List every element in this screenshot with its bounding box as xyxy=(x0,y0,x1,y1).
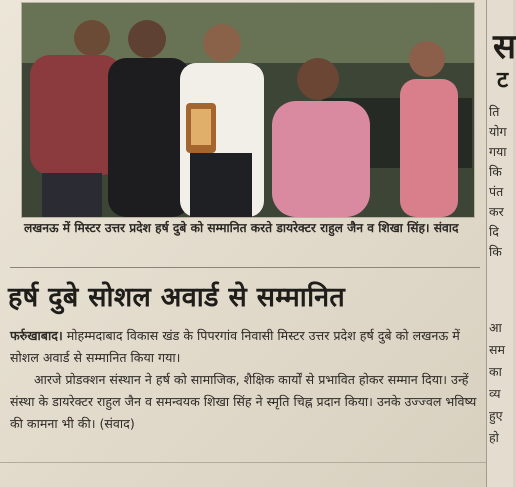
article-paragraph-1 xyxy=(10,325,478,369)
adjacent-subhead-fragment: ट xyxy=(497,68,509,93)
article-paragraph-1-text: मोहम्मदाबाद विकास खंड के पिपरगांव निवासी मिस्टर उत्तर प्रदेश हर्ष दुबे को लखनऊ में सोशल अवार्ड से सम्मानित किया गया। xyxy=(10,328,460,365)
adjacent-headline-fragment: स xyxy=(493,27,516,67)
photo-caption: लखनऊ में मिस्टर उत्तर प्रदेश हर्ष दुबे को सम्मानित करते डायरेक्टर राहुल जैन व शिखा सिंह। संवाद xyxy=(24,221,459,235)
trophy xyxy=(186,103,216,153)
section-divider xyxy=(10,267,480,268)
adjacent-line: कि xyxy=(489,244,502,259)
article-headline: हर्ष दुबे सोशल अवार्ड से सम्मानित xyxy=(8,282,346,313)
adjacent-line: कर xyxy=(489,204,504,219)
adjacent-column xyxy=(486,0,516,487)
adjacent-line: का xyxy=(489,364,502,379)
adjacent-line: सम xyxy=(489,342,505,357)
article-dateline: फर्रुखाबाद। xyxy=(10,328,63,343)
award-photo xyxy=(22,3,474,217)
adjacent-line: पंत xyxy=(489,184,504,199)
adjacent-line: ति xyxy=(489,104,500,119)
article-paragraph-2: आरजे प्रोडक्शन संस्थान ने हर्ष को सामाजिक, शैक्षिक कार्यों से प्रभावित होकर सम्मान दिया। उन्हें संस्था के डायरेक्टर राहुल जैन व समन्वयक शिखा सिंह ने स्मृति चिह्न प्रदान किया। उनके उज्ज्वल भविष्य की कामना भी की। (संवाद) xyxy=(10,372,477,431)
adjacent-line: गया xyxy=(489,144,507,159)
adjacent-line: आ xyxy=(489,320,502,335)
article-body xyxy=(10,325,478,435)
adjacent-line: कि xyxy=(489,164,502,179)
adjacent-line: व्य xyxy=(489,386,501,401)
adjacent-line: दि xyxy=(489,224,499,239)
adjacent-line: हुए xyxy=(489,408,503,423)
adjacent-line: योग xyxy=(489,124,507,139)
adjacent-line: हो xyxy=(489,430,499,445)
bottom-divider xyxy=(0,462,486,463)
award-photo-illustration xyxy=(22,3,474,217)
